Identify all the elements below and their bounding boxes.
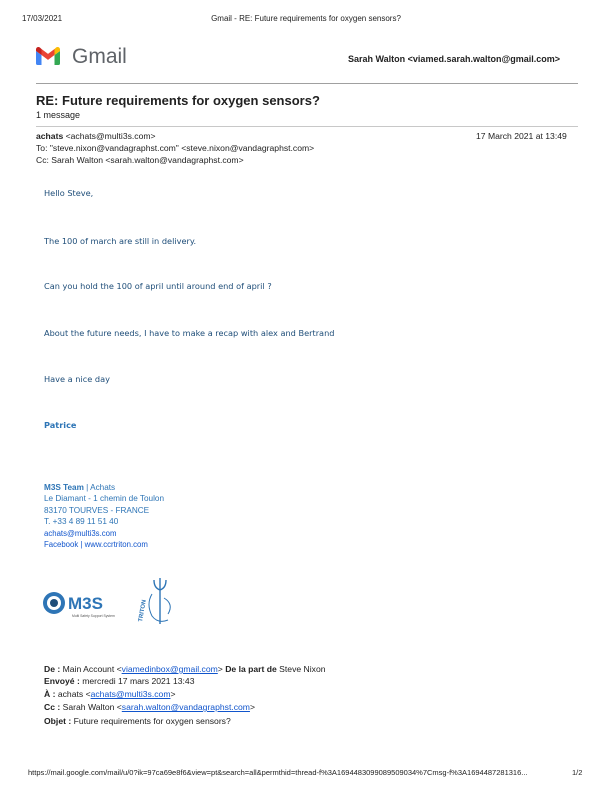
signature-social-links[interactable]: Facebook | www.ccrtriton.com [44,540,148,549]
gmail-m-icon [36,46,60,66]
signature-team [44,483,115,492]
header-divider [36,83,578,84]
svg-text:Multi Safety Support System: Multi Safety Support System [72,614,115,618]
m3s-logo [42,586,124,622]
body-greeting: Hello Steve, [44,188,94,198]
forwarded-from: De : Main Account <viamedinbox@gmail.com> De la part de Steve Nixon [44,664,326,674]
thread-subject: RE: Future requirements for oxygen sensors? [36,93,320,108]
sender-email: <achats@multi3s.com> [65,131,156,141]
signature-dept: | Achats [83,483,116,492]
signature-email-link[interactable]: achats@multi3s.com [44,529,117,538]
print-date: 17/03/2021 [22,14,63,23]
svg-text:M3S: M3S [68,594,103,613]
message-count: 1 message [36,110,81,120]
body-paragraph: Can you hold the 100 of april until around end of april ? [44,281,272,291]
message-date: 17 March 2021 at 13:49 [476,131,567,141]
signature-address-line1: Le Diamant - 1 chemin de Toulon [44,494,165,503]
forwarded-to-email[interactable]: achats@multi3s.com [90,689,171,699]
svg-text:TRITON: TRITON [138,599,148,623]
body-paragraph: About the future needs, I have to make a recap with alex and Bertrand [44,328,335,338]
print-title: Gmail - RE: Future requirements for oxygen sensors? [211,14,401,23]
forwarded-from-email[interactable]: viamedinbox@gmail.com [121,664,218,674]
subject-divider [36,126,578,127]
signature-team-name: M3S Team [44,483,84,492]
gmail-wordmark: Gmail [72,45,127,68]
sender-name: achats [36,131,64,141]
print-page-number: 1/2 [572,768,583,777]
signature-phone: T. +33 4 89 11 51 40 [44,517,119,526]
forwarded-subject: Objet : Future requirements for oxygen sensors? [44,716,231,726]
account-label: Sarah Walton <viamed.sarah.walton@gmail.com> [348,54,561,64]
recipient-to: To: "steve.nixon@vandagraphst.com" <steve.nixon@vandagraphst.com> [36,143,315,153]
forwarded-to: À : achats <achats@multi3s.com> [44,689,176,699]
forwarded-cc-email[interactable]: sarah.walton@vandagraphst.com [121,702,250,712]
body-paragraph: The 100 of march are still in delivery. [44,236,197,246]
sender-line [36,131,156,141]
recipient-cc: Cc: Sarah Walton <sarah.walton@vandagraphst.com> [36,155,244,165]
triton-trident-logo [130,574,180,630]
print-url: https://mail.google.com/mail/u/0?ik=97ca69e8f6&view=pt&search=all&permthid=thread-f%3A1694483099089509034%7Cmsg-f%3A1694487281316... [28,768,528,777]
body-paragraph: Have a nice day [44,374,110,384]
body-signoff: Patrice [44,420,77,430]
forwarded-cc: Cc : Sarah Walton <sarah.walton@vandagraphst.com> [44,702,255,712]
forwarded-sent: Envoyé : mercredi 17 mars 2021 13:43 [44,676,195,686]
signature-address-line2: 83170 TOURVES - FRANCE [44,506,150,515]
